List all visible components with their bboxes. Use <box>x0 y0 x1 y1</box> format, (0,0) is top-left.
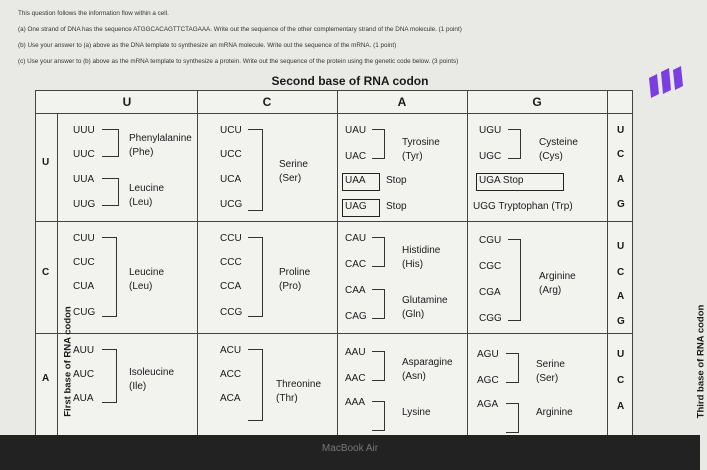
amino-acid-abbr: (Gln) <box>402 309 425 320</box>
codon: AGA <box>477 399 499 410</box>
amino-acid-abbr: (Pro) <box>279 281 302 292</box>
third-base: C <box>617 149 625 160</box>
codon: UAC <box>345 151 367 162</box>
codon: CGU <box>479 235 502 246</box>
amino-acid: Leucine <box>129 267 165 278</box>
third-base: U <box>617 125 625 136</box>
codon: AUU <box>73 345 95 356</box>
codon: CUG <box>73 307 96 318</box>
genetic-code-table <box>35 90 707 437</box>
laptop-brand-label: MacBook Air <box>321 443 379 454</box>
codon: CUC <box>73 257 95 268</box>
codon: UAA <box>345 175 366 186</box>
first-base-c: C <box>42 267 50 278</box>
codon: CGG <box>479 313 502 324</box>
codon: AGU <box>477 349 499 360</box>
codon: UAU <box>345 125 367 136</box>
first-base-label: First base of RNA codon <box>62 306 74 417</box>
codon: AGC <box>477 375 499 386</box>
codon: UGU <box>479 125 502 136</box>
third-base: C <box>617 375 625 386</box>
third-base: A <box>617 401 625 412</box>
amino-acid-abbr: (Phe) <box>129 147 154 158</box>
codon: ACU <box>220 345 242 356</box>
tryptophan-codon: UGG Tryptophan (Trp) <box>473 201 573 212</box>
codon: CAG <box>345 311 367 322</box>
codon: ACC <box>220 369 242 380</box>
amino-acid-abbr: (Ser) <box>536 373 559 384</box>
amino-acid: Leucine <box>129 183 165 194</box>
amino-acid: Histidine <box>402 245 441 256</box>
amino-acid-abbr: (Leu) <box>129 281 153 292</box>
amino-acid: Lysine <box>402 407 431 418</box>
codon: ACA <box>220 393 241 404</box>
codon: CAC <box>345 259 367 270</box>
amino-acid-abbr: (Asn) <box>402 371 426 382</box>
codon: UCU <box>220 125 242 136</box>
third-base: A <box>617 291 625 302</box>
second-base-c: C <box>197 91 337 114</box>
amino-acid-abbr: (Tyr) <box>402 151 423 162</box>
codon: CCG <box>220 307 243 318</box>
amino-acid: Proline <box>279 267 311 278</box>
second-base-g: G <box>467 91 607 114</box>
amino-acid-abbr: (Ile) <box>129 381 147 392</box>
second-base-u: U <box>57 91 197 114</box>
amino-acid-abbr: (Cys) <box>539 151 563 162</box>
amino-acid-abbr: (Thr) <box>276 393 298 404</box>
third-base: G <box>617 316 625 327</box>
codon: UCG <box>220 199 243 210</box>
codon: CAA <box>345 285 366 296</box>
amino-acid: Asparagine <box>402 357 453 368</box>
stop-label: Stop <box>386 175 407 186</box>
question-intro: This question follows the information flow within a cell. <box>18 10 169 17</box>
table-title: Second base of RNA codon <box>271 74 429 88</box>
codon: AAA <box>345 397 366 408</box>
codon: CGC <box>479 261 502 272</box>
codon: UUC <box>73 149 95 160</box>
third-base: C <box>617 267 625 278</box>
stop-codon: UGA Stop <box>479 175 524 186</box>
amino-acid: Cysteine <box>539 137 578 148</box>
question-part-a: (a) One strand of DNA has the sequence ATGGCACAGTTCTAGAAA. Write out the sequence of the other complementary strand of the DNA molecule. (1 point) <box>18 26 462 33</box>
codon: UGC <box>479 151 502 162</box>
first-base-u: U <box>42 157 50 168</box>
codon: UUA <box>73 174 95 185</box>
stop-label: Stop <box>386 201 407 212</box>
codon: CUA <box>73 281 95 292</box>
amino-acid: Glutamine <box>402 295 448 306</box>
third-base: U <box>617 241 625 252</box>
question-part-c: (c) Use your answer to (b) above as the mRNA template to synthesize a protein. Write out the sequence of the protein using the genetic code below. (3 points) <box>18 58 459 65</box>
third-base: G <box>617 199 625 210</box>
question-part-b: (b) Use your answer to (a) above as the DNA template to synthesize an mRNA molecule. Write out the sequence of the mRNA. (1 point) <box>18 42 397 49</box>
codon: CCC <box>220 257 242 268</box>
third-base-label: Third base of RNA codon <box>695 304 707 419</box>
codon: AUC <box>73 369 95 380</box>
amino-acid: Phenylalanine <box>129 133 192 144</box>
amino-acid-abbr: (Ser) <box>279 173 302 184</box>
codon: UCA <box>220 174 242 185</box>
second-base-a: A <box>337 91 467 114</box>
codon: AUA <box>73 393 94 404</box>
amino-acid-abbr: (Leu) <box>129 197 153 208</box>
codon: CUU <box>73 233 95 244</box>
codon: CGA <box>479 287 501 298</box>
codon: AAC <box>345 373 366 384</box>
amino-acid: Threonine <box>276 379 322 390</box>
amino-acid: Tyrosine <box>402 137 440 148</box>
codon: UUU <box>73 125 95 136</box>
codon: CCU <box>220 233 242 244</box>
third-base: U <box>617 349 625 360</box>
amino-acid: Arginine <box>536 407 573 418</box>
codon: CAU <box>345 233 367 244</box>
amino-acid-abbr: (His) <box>402 259 424 270</box>
first-base-a: A <box>42 373 50 384</box>
codon: CCA <box>220 281 242 292</box>
amino-acid: Isoleucine <box>129 367 175 378</box>
amino-acid: Arginine <box>539 271 576 282</box>
amino-acid-abbr: (Arg) <box>539 285 562 296</box>
third-base: A <box>617 174 625 185</box>
codon: UUG <box>73 199 96 210</box>
codon: UAG <box>345 201 367 212</box>
amino-acid: Serine <box>279 159 308 170</box>
amino-acid: Serine <box>536 359 565 370</box>
codon: AAU <box>345 347 366 358</box>
codon: UCC <box>220 149 242 160</box>
